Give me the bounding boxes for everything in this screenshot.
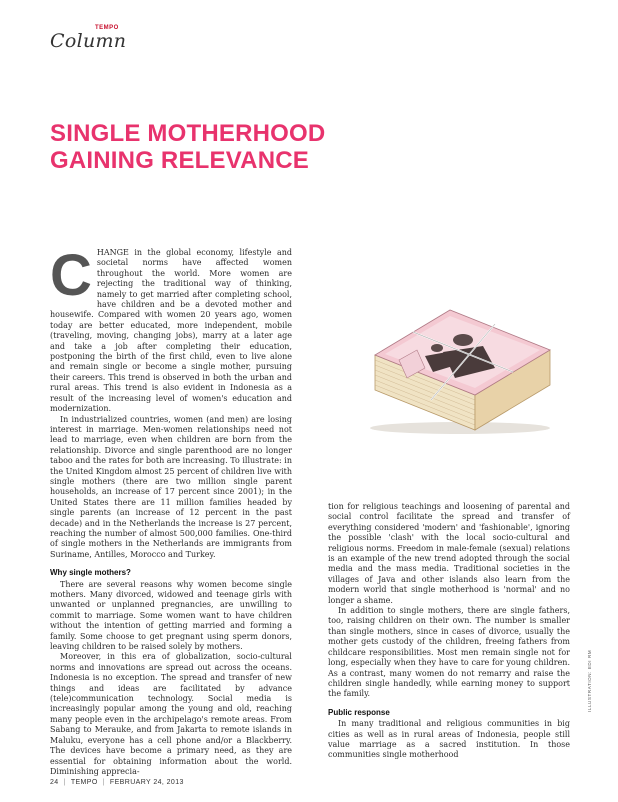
footer-divider: | xyxy=(63,779,66,786)
article-column-2 xyxy=(328,502,570,760)
section-label xyxy=(50,25,127,52)
footer-magazine: TEMPO xyxy=(70,779,98,786)
paragraph-text: HANGE in the global economy, lifestyle and societal norms have affected women throughout the world. More women are rejecting the traditional way of thinking, namely to get married after completing school, have children and be a devoted mother and housewife. Compared with women 20 years ago, women today are better educated, more independent, mobile (traveling, moving, changing jobs), marry at a later age and take a job after completing their education, postponing the birth of the first child, even to live alone and remain single or become a single mother, pursuing their careers. This trend is observed in both the urban and rural areas. This trend is also evident in Indonesia as a result of the increasing level of women's education and modernization. xyxy=(50,248,292,414)
article-column-1 xyxy=(50,243,292,776)
dropcap: C xyxy=(50,243,92,308)
article-headline: SINGLE MOTHERHOOD GAINING RELEVANCE xyxy=(50,120,326,174)
paragraph: tion for religious teachings and loosening of parental and social control facilitate the spread and transfer of everything considered 'modern' and 'fashionable', ignoring the possible 'clash' with the local socio-cultural and religious norms. Freedom in male-female (sexual) relations is an example of the new trend adopted through the social media and the mass media. Traditional societies in the villages of Java and other islands also learn from the modern world that single motherhood is 'normal' and no longer a shame. xyxy=(328,502,570,605)
book-illustration xyxy=(355,290,560,440)
brand-mark: TEMPO xyxy=(95,25,119,31)
paragraph: In addition to single mothers, there are single fathers, too, raising children on their own. The number is smaller than single mothers, since in cases of divorce, usually the mother gets custody of the children, freeing fathers from childcare responsibilities. Most men remain single not for long, especially when they have to care for young children. As a contrast, many women do not remarry and raise the children single handedly, while earning money to support the family. xyxy=(328,606,570,699)
footer-divider: | xyxy=(102,779,105,786)
subheading: Public response xyxy=(328,707,390,717)
paragraph: Moreover, in this era of globalization, socio-cultural norms and innovations are spread out across the oceans. Indonesia is no exception. The spread and transfer of new things and ideas are facilitated by advance (tele)communication technology. Social media is increasingly popular among the young and old, reaching many people even in the archipelago's remote areas. From Sabang to Merauke, and from Jakarta to remote islands in Maluku, everyone has a cell phone and/or a Blackberry. The devices have become a primary need, as they are essential for obtaining information about the world. Diminishing apprecia- xyxy=(50,652,292,776)
paragraph: In many traditional and religious communities in big cities as well as in rural areas of Indonesia, people still value marriage as a sacred institution. In those communities single motherhood xyxy=(328,719,570,760)
page-number: 24 xyxy=(50,779,59,786)
lead-paragraph xyxy=(50,243,292,415)
section-title: Column xyxy=(50,30,127,52)
illustration-credit: ILLUSTRATION: EDI RM xyxy=(587,649,592,712)
paragraph: There are several reasons why women become single mothers. Many divorced, widowed and teenage girls with unwanted or unplanned pregnancies, are unwilling to commit to marriage. Some women want to have children without the intention of getting married and forming a family. Some choose to get pregnant using sperm donors, leaving children to be raised solely by mothers. xyxy=(50,579,292,652)
paragraph: In industrialized countries, women (and men) are losing interest in marriage. Men-women relationships need not lead to marriage, even when children are born from the relationship. Divorce and single parenthood are no longer taboo and the rates for both are increasing. To illustrate: in the United Kingdom almost 25 percent of children live with single mothers (there are two million single parent households, an increase of 17 percent since 2001); in the United States there are 11 million families headed by single parents (an increase of 12 percent in the past decade) and in the Netherlands the increase is 27 percent, reaching the number of almost 500,000 families. One-third of single mothers in the Netherlands are immigrants from Suriname, Antilles, Morocco and Turkey. xyxy=(50,414,292,559)
footer-date: FEBRUARY 24, 2013 xyxy=(109,779,184,786)
subheading: Why single mothers? xyxy=(50,568,131,578)
page-footer xyxy=(50,779,184,786)
